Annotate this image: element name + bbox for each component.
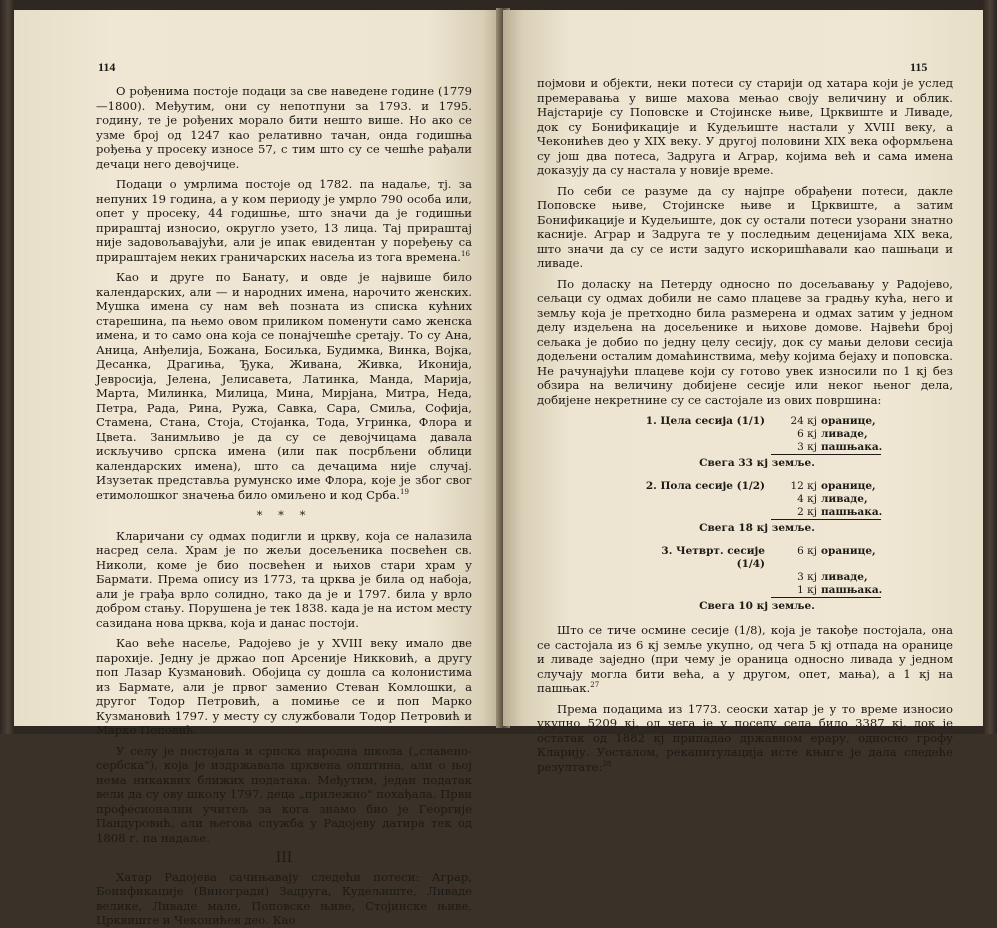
session-label: 1. Цела сесија (1/1) <box>645 415 765 427</box>
session-amount: 3 кј <box>797 441 817 453</box>
session-table <box>637 415 953 613</box>
session-row <box>637 545 953 571</box>
paragraph <box>537 623 953 696</box>
session-label: 3. Четврт. сесије (1/4) <box>661 545 765 570</box>
session-total: Свега 18 кј земље. <box>699 522 815 534</box>
paragraph <box>537 702 953 775</box>
session-amount: 2 кј <box>797 506 817 518</box>
session-desc: оранице, <box>821 480 876 492</box>
session-block <box>637 480 953 535</box>
footnote-ref: 19 <box>400 487 409 496</box>
session-amount: 3 кј <box>797 571 817 583</box>
paragraph-text: Подаци о умрлима постоје од 1782. па надаље, тј. за непуних 19 година, а у ком периоду је умрло 790 особа или, опет у просеку, 44 годишње, што значи да је годишњи прираштај износио, округло узето, 13 лица. Тај прираштај није задовољавајући, али је ипак евидентан у поређењу са прираштајем неких граничарских насеља из тога времена. <box>96 177 472 264</box>
section-divider: * * * <box>256 508 312 522</box>
session-amount: 1 кј <box>797 584 817 596</box>
session-total: Свега 10 кј земље. <box>699 600 815 612</box>
session-block <box>637 545 953 613</box>
session-row <box>637 480 953 493</box>
session-row <box>637 584 953 597</box>
paragraph: По себи се разуме да су најпре обрађени потеси, дакле Поповске њиве, Стојинске њиве и Црквиште, а затим Бонификације и Кудељиште, док су остали потеси узорани знатно касније. Аграр и Задруга те у последњим деценијама XIX века, што значи да су се исти задуго искоришћавали као пашњаци и ливаде. <box>537 183 953 270</box>
left-page-text <box>96 84 472 928</box>
session-total: Свега 33 кј земље. <box>699 457 815 469</box>
paragraph: У селу је постојала и српска народна школа („славено-сербска"), која је издржавала црквена општина, али о њој нема никаквих ближих података. Међутим, један податак вели да су ову школу 1797. деца „прилежно" похађала. Први професионални учитељ за кога знамо био је Георгије Пандуровић, али његова служба у Радојеву датира тек од 1808 г. па надаље. <box>96 743 472 845</box>
paragraph: Кларичани су одмах подигли и цркву, која се налазила насред села. Храм је по жељи досељеника посвећен св. Николи, коме је био посвећен и њихов стари храм у Бармати. Према опису из 1773, та црква је била од набоја, али је грађа врло солидно, тако да је и 1797. била у врло добром стању. Порушена је тек 1838. када је на истом месту сазидана нова црква, која и данас постоји. <box>96 528 472 630</box>
paragraph: По доласку на Петерду односно по досељавању у Радојево, сељаци су одмах добили не само плацеве за градњу кућа, него и земљу која је претходно била размерена и одмах затим у једном делу издељена на досељенике и њихове домове. Највећи број сељака је добио по једну целу сесију, док су мањи делови сесија додељени осталим домаћинствима, међу којима бејаху и поповска. Не рачунајући плацеве који су готово увек износили по 1 кј без обзира на величину добијене сесије или неког њеног дела, добијене некретнине су се састојале из ових површина: <box>537 276 953 407</box>
session-desc: пашњака. <box>821 584 883 596</box>
paragraph <box>96 270 472 502</box>
session-label: 2. Пола сесије (1/2) <box>645 480 765 492</box>
footnote-ref: 27 <box>590 681 600 690</box>
paragraph-text: Према подацима из 1773. сеоски хатар је у то време износио укупно 5209 кј, од чега је у поседу села било 3387 кј, док је остатак од 1882 кј припадао државном ерару, односно грофу Кларију. Уосталом, рекапитулација исте књиге је дала следеће резултате: <box>537 701 953 774</box>
session-row <box>637 441 953 454</box>
paragraph <box>96 177 472 264</box>
paragraph: О рођенима постоје подаци за све наведене године (1779—1800). Међутим, они су непотпуни за 1793. и 1795. годину, те је рођених морало бити нешто више. Но ако се узме број од 1247 као релативно тачан, онда годишња рођења у просеку износе 57, с тим што су се чешће рађали дечаци него девојчице. <box>96 84 472 171</box>
section-heading: III <box>275 850 293 866</box>
footnote-ref: 28 <box>602 759 612 768</box>
session-row <box>637 506 953 519</box>
session-row <box>637 415 953 428</box>
footnote-ref: 16 <box>461 249 470 258</box>
page-number: 114 <box>98 60 116 74</box>
session-amount: 4 кј <box>797 493 817 505</box>
right-page-text <box>537 76 953 774</box>
left-page <box>14 10 502 927</box>
right-page <box>503 10 983 774</box>
sum-rule <box>771 454 881 455</box>
session-desc: ливаде, <box>821 571 868 583</box>
session-amount: 24 кј <box>790 415 817 427</box>
session-amount: 6 кј <box>797 545 817 557</box>
session-row <box>637 571 953 584</box>
session-amount: 12 кј <box>790 480 817 492</box>
session-amount: 6 кј <box>797 428 817 440</box>
session-desc: ливаде, <box>821 493 868 505</box>
session-desc: оранице, <box>821 415 876 427</box>
sum-rule <box>771 519 881 520</box>
session-desc: пашњака. <box>821 441 883 453</box>
session-block <box>637 415 953 470</box>
page-number: 115 <box>910 60 928 74</box>
paragraph: Хатар Радојева сачињавају следећи потеси: Аграр, Бонификације (Виногради) Задруга, Кудељиште, Ливаде велике, Ливаде мале, Поповске њиве, Стојинске њиве, Црквиште и Чеконићев део. Као <box>96 869 472 927</box>
session-row <box>637 428 953 441</box>
paragraph: Као веће насеље, Радојево је у XVIII веку имало две парохије. Једну је држао поп Арсеније Никковић, а другу поп Лазар Кузмановић. Обојица су дошла са колонистима из Бармате, али је првог заменио Стеван Комлошки, а другог Тодор Петровић, а помиње се и поп Марко Кузмановић 1797. у месту су службовали Тодор Петровић и Марко Поповић. <box>96 636 472 737</box>
paragraph: појмови и објекти, неки потеси су старији од хатара који је услед премеравања у више махова мењао своју величину и облик. Најстарије су Поповске и Стојинске њиве, Црквиште и Ливаде, док су Бонификације и Кудељиште настали у XVIII веку, а Чеконићев део у XIX веку. У другој половини XIX века оформљена су још два потеса, Задруга и Аграр, којима већ и сама имена доказују да су настала у новије време. <box>537 76 953 177</box>
session-desc: ливаде, <box>821 428 868 440</box>
session-desc: пашњака. <box>821 506 883 518</box>
session-desc: оранице, <box>821 545 876 557</box>
sum-rule <box>771 597 881 598</box>
session-row <box>637 493 953 506</box>
paragraph-text: Што се тиче осмине сесије (1/8), која је такође постојала, она се састојала из 6 кј земље укупно, од чега 5 кј отпада на оранице и ливаде заједно (при чему је ораница односно ливада у једном случају могла бити већа, а у другом, опет, мања), а 1 кј на пашњак. <box>537 623 953 695</box>
paragraph-text: Као и друге по Банату, и овде је највише било календарских, али — и народних имена, нарочито женских. Мушка имена су нам већ позната из списка кућних старешина, па њемо овом приликом поменути само женска имена, и то само она која се понајчешће сретају. То су Ана, Аница, Анђелија, Божана, Босиљка, Будимка, Винка, Војка, Десанка, Драгиња, Ђука, Живана, Живка, Иконија, Јевросија, Јелена, Јелисавета, Латинка, Манда, Марија, Марта, Милинка, Милица, Мина, Мирјана, Митра, Неда, Петра, Рада, Рина, Ружа, Савка, Сара, Смиља, Софија, Стамена, Стана, Стоја, Стојанка, Тода, Угринка, Флора и Цвета. Занимљиво је да су се девојчицама давала искључиво српска имена (или пак посрбљени облици календарских имена), што са дечацима није случај. Изузетак представља румунско име Флора, које је због свог етимолошког значења било омиљено и код Срба. <box>96 270 472 502</box>
